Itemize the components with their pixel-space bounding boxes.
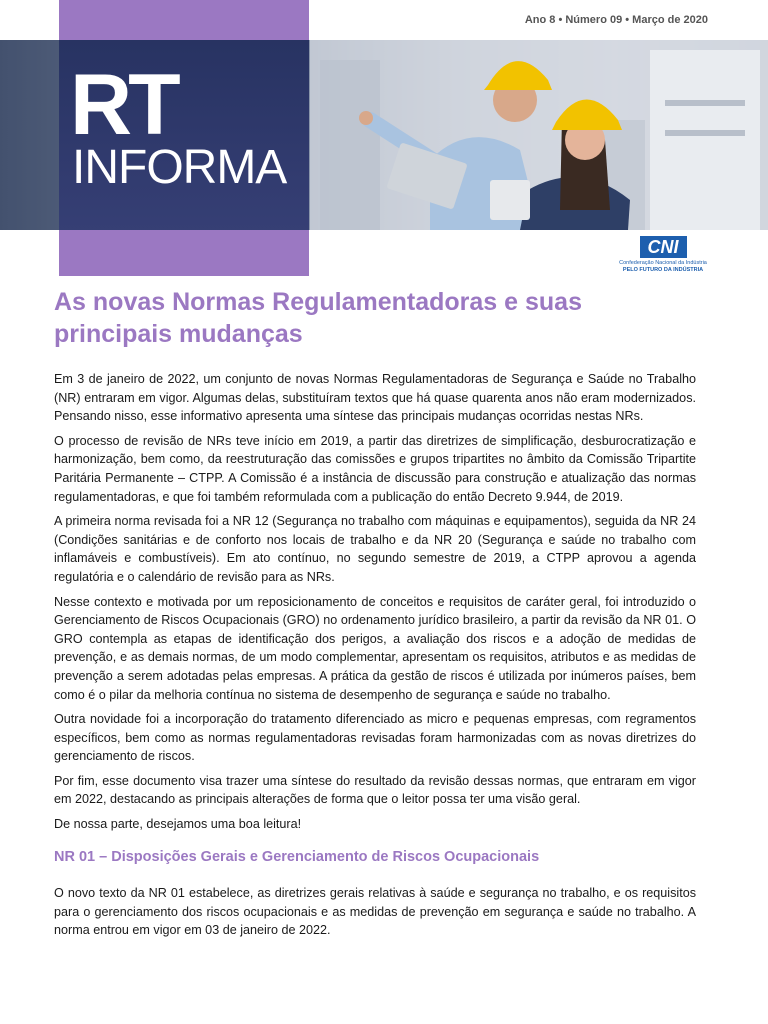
paragraph-closing: De nossa parte, desejamos uma boa leitura! <box>54 817 302 832</box>
paragraph-intro: Em 3 de janeiro de 2022, um conjunto de novas Normas Regulamentadoras de Segurança e Saúde no Trabalho (NR) entraram em vigor. Algumas delas, substituíram textos que há quase quarenta anos não eram modernizados. Pensando nisso, esse informativo apresenta uma síntese das principais mudanças ocorridas nestas NRs. <box>54 372 696 424</box>
logo-rt: RT <box>70 57 177 153</box>
cni-name: Confederação Nacional da Indústria <box>619 260 707 266</box>
paragraph-nr01: O novo texto da NR 01 estabelece, as diretrizes gerais relativas à saúde e segurança no trabalho, e os requisitos para o gerenciamento dos riscos ocupacionais e as medidas de prevenção em segurança e saúde no trabalho. A norma entrou em vigor em 03 de janeiro de 2022. <box>54 886 696 938</box>
cni-tagline: PELO FUTURO DA INDÚSTRIA <box>622 266 704 273</box>
logo-informa: INFORMA <box>72 141 287 194</box>
paragraph-first-norm: A primeira norma revisada foi a NR 12 (Segurança no trabalho com máquinas e equipamentos), seguida da NR 24 (Condições sanitárias e de conforto nos locais de trabalho e da NR 20 (Segurança e saúde no trabalho com inflamáveis e combustíveis). Em ato contínuo, no segundo semestre de 2019, a CTPP aprovou a agenda regulatória e o calendário de revisão para as NRs. <box>54 514 696 584</box>
article-body <box>54 370 696 946</box>
cni-logo <box>608 236 718 273</box>
article-title: As novas Normas Regulamentadoras e suas principais mudanças <box>54 288 582 348</box>
paragraph-gro: Nesse contexto e motivada por um reposicionamento de conceitos e requisitos de caráter geral, foi introduzido o Gerenciamento de Riscos Ocupacionais (GRO) no ordenamento jurídico brasileiro, a partir da revisão da NR 01. O GRO contempla as etapas de identificação dos perigos, a avaliação dos riscos e a adoção de medidas de prevenção, e as demais normas, de um modo complementar, apresentam os requisitos, atributos e as medidas de prevenção a serem adotadas pelas empresas. A prática da gestão de riscos é utilizada por inúmeros países, bem como é o pilar da melhoria contínua no sistema de desempenho de segurança e saúde no trabalho. <box>54 594 696 702</box>
issue-info: Ano 8 • Número 09 • Março de 2020 <box>524 14 708 26</box>
paragraph-revision-process: O processo de revisão de NRs teve início em 2019, a partir das diretrizes de simplificação, desburocratização e harmonização, bem como, da reestruturação das comissões e grupos tripartites no âmbito da Comissão Tripartite Paritária Permanente – CTPP. A Comissão é a instância de discussão para construção e atualização das normas regulamentadoras, e que foi também reformulada com a publicação do então Decreto 9.944, de 2019. <box>54 433 696 504</box>
paragraph-small-business: Outra novidade foi a incorporação do tratamento diferenciado as micro e pequenas empresas, com regramentos específicos, bem como as normas regulamentadoras revisadas foram harmonizadas com as novas diretrizes do gerenciamento de riscos. <box>54 712 696 764</box>
paragraph-summary: Por fim, esse documento visa trazer uma síntese do resultado da revisão dessas normas, que entraram em vigor em 2022, destacando as principais alterações de forma que o leitor possa ter uma visão geral. <box>54 773 696 807</box>
cni-mark: CNI <box>640 236 687 258</box>
section-title-nr01: NR 01 – Disposições Gerais e Gerenciamento de Riscos Ocupacionais <box>54 848 540 865</box>
